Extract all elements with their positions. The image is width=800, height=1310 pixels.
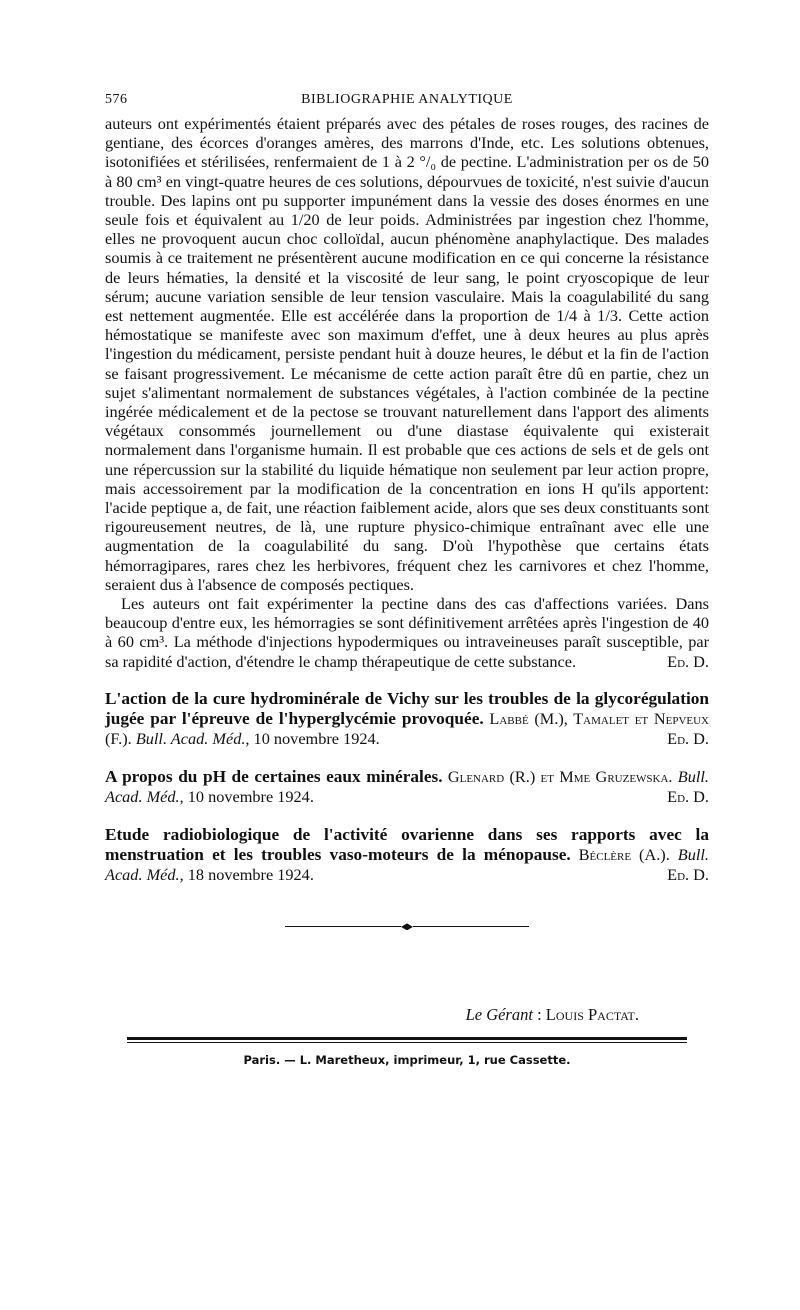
gerant-line	[105, 1005, 709, 1025]
signature: Ed. D.	[667, 651, 709, 671]
divider-line	[285, 926, 401, 927]
article-authors: Glenard (R.) et Mme Gruzewska.	[447, 766, 673, 786]
gerant-label: Le Gérant	[465, 1004, 533, 1024]
page-number: 576	[105, 92, 128, 107]
footer-rule-thick	[127, 1037, 687, 1040]
article-date: 10 novembre 1924.	[187, 786, 314, 806]
article-authors: Labbé (M.), Tamalet et Nepveux (F.).	[105, 708, 709, 748]
article-journal: Bull. Acad. Méd.	[135, 728, 246, 748]
paragraph-continued: auteurs ont expérimentés étaient préparés avec des pétales de roses rouges, des racines de gentiane, des écorces d'oranges amères, des marrons d'Inde, etc. Les solutions obtenues, isotonifiées et stérilisées, renfermaient de 1 à 2 °/₀ de pectine. L'administration per os de 50 à 80 cm³ en vingt-quatre heures de ces solutions, dépourvues de toxicité, n'est suivie d'aucun trouble. Des lapins ont pu supporter impunément dans la vessie des doses énormes en une seule fois et équivalent au 1/20 de leur poids. Administrées par ingestion chez l'homme, elles ne provoquent aucun choc colloïdal, aucun phénomène anaphylactique. Des malades soumis à ce traitement ne présentèrent aucune modification en ce qui concerne la résistance de leurs hématies, la densité et la viscosité de leur sang, le point cryoscopique de leur sérum; aucune variation sensible de leur tension vasculaire. Mais la coagulabilité du sang est nettement augmentée. Elle est accélérée dans la proportion de 1/4 à 1/3. Cette action hémostatique se manifeste avec son maximum d'effet, une à deux heures au plus après l'ingestion du médicament, persiste pendant huit à douze heures, le début et la fin de l'action se faisant progressivement. Le mécanisme de cette action paraît être dû en partie, chez un sujet s'alimentant normalement de substances végétales, à l'action combinée de la pectine ingérée médicalement et de la pectose se trouvant naturellement dans l'apport des aliments végétaux consommés journellement ou d'une diastase équivalente qui existerait normalement dans l'organisme humain. Il est probable que ces actions de sels et de gels ont une répercussion sur la stabilité du liquide hématique non seulement par leur action propre, mais accessoirement par la modification de la concentration en ions H qu'ils apportent: l'acide peptique a, de fait, une réaction faiblement acide, alors que ses deux constituants sont rigoureusement neutres, de là, une rupture physico-chimique entraînant avec elle une augmentation de la coagulabilité du sang. D'où l'hypothèse que certains états hémorragipares, rares chez les herbivores, fréquent chez les carnivores et chez l'homme, seraient dus à l'absence de composés pectiques.	[105, 114, 709, 594]
page	[105, 92, 709, 1067]
divider-line	[413, 926, 529, 927]
article-entry-1: L'action de la cure hydrominérale de Vichy sur les troubles de la glycorégulation jugée par l'épreuve de l'hyperglycémie provoquée. Labbé (M.), Tamalet et Nepveux (F.). Bull. Acad. Méd., 10 novembre 1924. Ed. D.	[105, 688, 709, 748]
diamond-ornament-icon	[401, 923, 413, 930]
paragraph-clinical-text: Les auteurs ont fait expérimenter la pectine dans des cas d'affections variées. Dans beaucoup d'entre eux, les hémorragies se sont définitivement arrêtées après l'ingestion de 40 à 60 cm³. La méthode d'injections hypodermiques ou intraveineuses paraît susceptible, par sa rapidité d'action, d'étendre le champ thérapeutique de cette substance.	[105, 594, 709, 671]
article-date: 10 novembre 1924.	[253, 728, 380, 748]
gerant-name: Louis Pactat.	[545, 1004, 639, 1024]
article-entry-3: Etude radiobiologique de l'activité ovarienne dans ses rapports avec la menstruation et les troubles vaso-moteurs de la ménopause. Béclère (A.). Bull. Acad. Méd., 18 novembre 1924. Ed. D.	[105, 824, 709, 884]
signature: Ed. D.	[667, 728, 709, 748]
article-authors: Béclère (A.).	[578, 844, 670, 864]
article-date: 18 novembre 1924.	[187, 864, 314, 884]
paragraph-clinical	[105, 594, 709, 671]
article-title: A propos du pH de certaines eaux minérales.	[105, 766, 443, 786]
article-title: L'action de la cure hydrominérale de Vichy sur les troubles de la glycorégulation jugée par l'épreuve de l'hyperglycémie provoquée.	[105, 688, 709, 728]
signature: Ed. D.	[667, 864, 709, 884]
signature: Ed. D.	[667, 786, 709, 806]
article-journal: Bull. Acad. Méd.	[105, 844, 709, 884]
running-title: BIBLIOGRAPHIE ANALYTIQUE	[301, 92, 513, 107]
footer-rule-thin	[127, 1042, 687, 1043]
gerant-separator: :	[537, 1004, 542, 1024]
article-title: Etude radiobiologique de l'activité ovarienne dans ses rapports avec la menstruation et les troubles vaso-moteurs de la ménopause.	[105, 824, 709, 864]
article-journal: Bull. Acad. Méd.	[105, 766, 709, 806]
section-divider	[105, 917, 709, 937]
article-entry-2: A propos du pH de certaines eaux minérales. Glenard (R.) et Mme Gruzewska. Bull. Acad. Méd., 10 novembre 1924. Ed. D.	[105, 766, 709, 806]
page-header	[105, 92, 709, 114]
printer-imprint: Paris. — L. Maretheux, imprimeur, 1, rue Cassette.	[243, 1052, 571, 1067]
